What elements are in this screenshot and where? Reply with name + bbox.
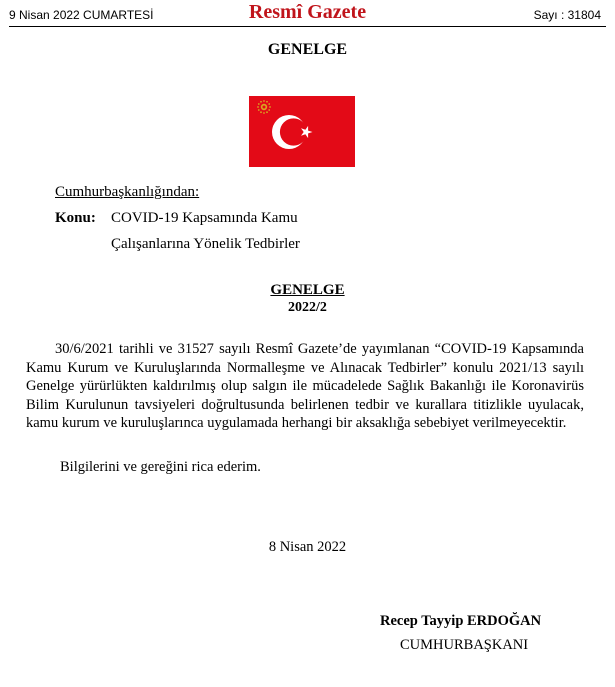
- body-paragraph: 30/6/2021 tarihli ve 31527 sayılı Resmî Gazete’de yayımlanan “COVID-19 Kapsamında Kamu Kurum ve Kuruluşlarında Normalleşme ve Alınacak Tedbirler” konulu 2021/13 sayılı Genelge yürürlükten kaldırılmış olup salgın ile mücadelede Sağlık Bakanlığı ile Koronavirüs Bilim Kurulunun tavsiyeleri doğrultusunda belirlenen tedbir ve kurallara titizlikle uyulacak, kamu kurum ve kuruluşlarınca uygulamada herhangi bir aksaklığa sebebiyet verilmeyecektir.: [26, 341, 584, 431]
- turkish-flag-icon: [249, 96, 355, 167]
- signatory-first-name: Recep Tayyip: [380, 613, 468, 629]
- signing-date: 8 Nisan 2022: [268, 539, 347, 555]
- subject-label: Konu:: [55, 210, 96, 226]
- document-title: GENELGE: [267, 41, 348, 58]
- crescent-inner: [280, 118, 307, 145]
- signatory-surname: ERDOĞAN: [467, 613, 542, 629]
- header-divider: [9, 26, 606, 27]
- gazette-title: Resmî Gazete: [248, 1, 367, 23]
- circular-title: GENELGE: [270, 282, 345, 298]
- subject-line-2: Çalışanlarına Yönelik Tedbirler: [111, 236, 300, 252]
- sender-line: Cumhurbaşkanlığından:: [55, 184, 200, 200]
- subject-line-1: COVID-19 Kapsamında Kamu: [111, 210, 298, 226]
- issue-number: Sayı : 31804: [533, 8, 601, 22]
- gazette-header: [0, 0, 615, 27]
- closing-line: Bilgilerini ve gereğini rica ederim.: [60, 459, 261, 475]
- signatory-title: CUMHURBAŞKANI: [400, 637, 529, 653]
- circular-number: 2022/2: [288, 300, 327, 315]
- header-date: 9 Nisan 2022 CUMARTESİ: [9, 8, 154, 22]
- signatory-name: [380, 613, 541, 630]
